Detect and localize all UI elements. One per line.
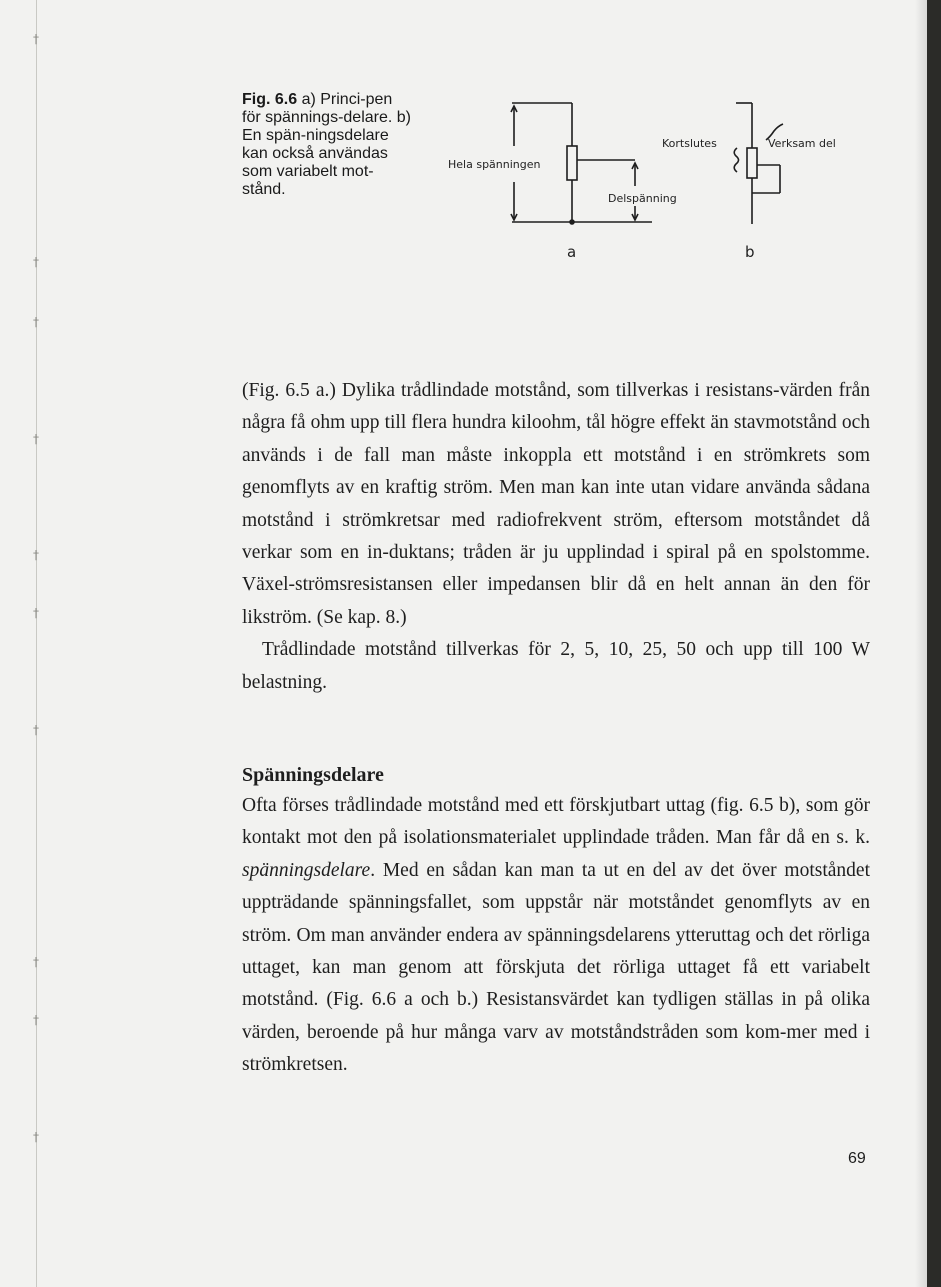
brace-kortslutes	[734, 148, 738, 172]
resistor-a	[567, 146, 577, 180]
page-edge	[927, 0, 941, 1287]
junction-dot	[570, 220, 574, 224]
label-b: b	[745, 243, 755, 261]
paragraph-3-start: Ofta förses trådlindade motstånd med ett förskjutbart uttag (fig. 6.5 b), som gör kontakt mot den på isolationsmaterialet upplindade tråden. Man får då en s. k.	[242, 795, 870, 849]
voltage-divider-diagram	[430, 90, 870, 270]
stitch-mark: †	[33, 32, 39, 46]
label-verksam-del: Verksam del	[768, 137, 836, 150]
binding-line	[36, 0, 37, 1287]
paragraph-1: (Fig. 6.5 a.) Dylika trådlindade motstånd, som tillverkas i resistans-värden från några få ohm upp till flera hundra kiloohm, tål högre effekt än stavmotstånd och används i de fall man måste inkoppla ett motstånd i en strömkrets som genomflyts av en kraftig ström. Men man kan inte utan vidare använda sådana motstånd i strömkretsar med radiofrekvent ström, eftersom motståndet då verkar som en in-duktans; tråden är ju upplindad i spiral på en spolstomme. Växel-strömsresistansen eller impedansen blir då en helt annan än den för likström. (Se kap. 8.)	[242, 380, 870, 628]
label-kortslutes: Kortslutes	[662, 137, 717, 150]
stitch-mark: †	[33, 1130, 39, 1144]
label-delspanning: Delspänning	[608, 192, 677, 205]
label-a: a	[567, 243, 577, 261]
label-hela-spanningen: Hela spänningen	[448, 158, 541, 171]
diagram-b	[734, 103, 783, 224]
body-text-upper	[242, 375, 870, 699]
body-text-lower	[242, 790, 870, 1082]
figure-number: Fig. 6.6	[242, 91, 298, 108]
paragraph-3	[242, 790, 870, 1082]
figure-caption-text: a) Princi-pen för spännings-delare. b) En spän-ningsdelare kan också användas som variabelt mot-stånd.	[242, 91, 411, 198]
stitch-mark: †	[33, 955, 39, 969]
stitch-mark: †	[33, 315, 39, 329]
stitch-mark: †	[33, 723, 39, 737]
paragraph-3-end: . Med en sådan kan man ta ut en del av det över motståndet uppträdande spänningsfallet, som uppstår när motståndet genomflyts av en ström. Om man använder endera av spänningsdelarens ytteruttag och det rörliga uttaget, kan man genom att förskjuta det rörliga uttaget få ett variabelt motstånd. (Fig. 6.6 a och b.) Resistansvärdet kan tydligen ställas in på olika värden, beroende på hur många varv av motståndstråden som kom-mer med i strömkretsen.	[242, 859, 870, 1076]
page-number: 69	[848, 1150, 866, 1167]
resistor-b	[747, 148, 757, 178]
term-spanningsdelare: spänningsdelare	[242, 859, 371, 881]
stitch-mark: †	[33, 548, 39, 562]
figure-caption	[242, 91, 412, 199]
paragraph-2: Trådlindade motstånd tillverkas för 2, 5, 10, 25, 50 och upp till 100 W belastning.	[242, 639, 870, 693]
stitch-mark: †	[33, 255, 39, 269]
stitch-mark: †	[33, 606, 39, 620]
section-heading: Spänningsdelare	[242, 764, 384, 786]
stitch-mark: †	[33, 1013, 39, 1027]
stitch-mark: †	[33, 432, 39, 446]
